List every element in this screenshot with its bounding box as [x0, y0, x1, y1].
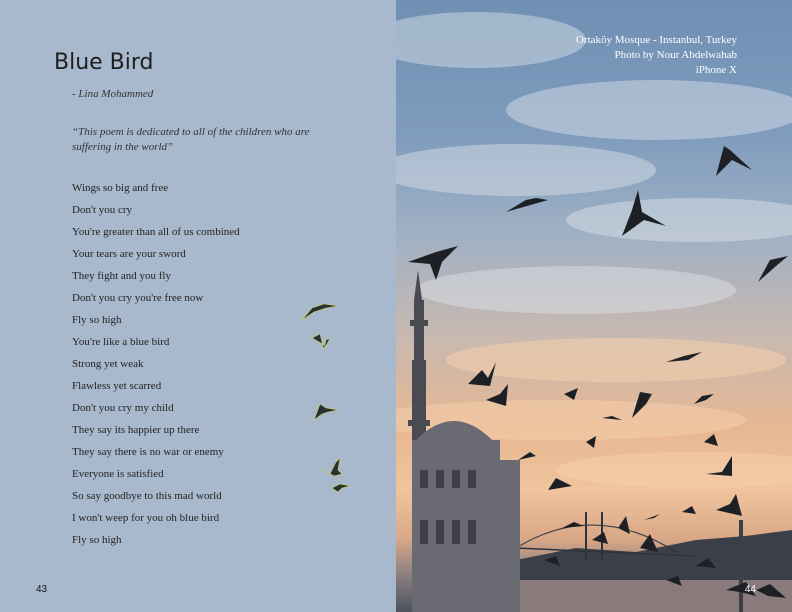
poem-line: Fly so high — [72, 534, 122, 546]
bird-icon — [640, 534, 658, 552]
poem-line: Flawless yet scarred — [72, 380, 162, 392]
bird-icon — [618, 516, 630, 534]
poem-line: Everyone is satisfied — [72, 468, 164, 480]
poem-line: They say its happier up there — [72, 424, 200, 436]
bird-icon — [408, 246, 458, 280]
bird-icon — [564, 388, 578, 400]
bird-icon — [592, 532, 608, 544]
poem-line: Fly so high — [72, 314, 122, 326]
bird-icon — [332, 484, 350, 492]
bird-icon — [602, 416, 622, 420]
poem-line: I won't weep for you oh blue bird — [72, 512, 220, 524]
photo-credit — [576, 33, 737, 78]
poem-line: Strong yet weak — [72, 358, 144, 370]
bird-icon — [312, 334, 330, 350]
poem-line: They fight and you fly — [72, 270, 171, 282]
bird-icon — [622, 190, 666, 236]
photo-device: iPhone X — [695, 64, 737, 76]
bird-icon — [644, 514, 660, 520]
poem-line: You're greater than all of us combined — [72, 226, 240, 238]
poem-line: Your tears are your sword — [72, 248, 186, 260]
poem-author: - Lina Mohammed — [72, 88, 154, 100]
poem-line: You're like a blue bird — [72, 336, 170, 348]
poem-line: Don't you cry you're free now — [72, 292, 204, 304]
bird-icon — [586, 436, 596, 448]
poem-line: So say goodbye to this mad world — [72, 490, 222, 502]
mosque-silhouette — [396, 0, 792, 612]
bird-icon — [706, 456, 732, 476]
bird-icon — [320, 458, 342, 476]
bird-icon — [486, 384, 508, 406]
page-number-right: 44 — [744, 584, 756, 595]
poem-line: Wings so big and free — [72, 182, 169, 194]
bird-icon — [548, 478, 572, 490]
bird-icon — [758, 256, 788, 282]
poem-line: Don't you cry my child — [72, 402, 174, 414]
bird-icon — [682, 506, 696, 514]
bird-icon — [302, 304, 338, 320]
bird-icon — [666, 352, 702, 362]
photo-photographer: Photo by Nour Abdelwahab — [614, 49, 737, 61]
poem-title: Blue Bird — [54, 50, 154, 75]
poem-line: Don't you cry — [72, 204, 133, 216]
page-number-left: 43 — [36, 584, 48, 595]
bird-icon — [632, 392, 652, 418]
bird-icon — [314, 404, 338, 420]
photo-location: Ortaköy Mosque - Instanbul, Turkey — [575, 34, 737, 46]
right-page-photo — [396, 0, 792, 612]
bird-icon — [518, 452, 536, 460]
bird-icon — [506, 198, 548, 212]
bird-icon — [694, 394, 714, 404]
bird-icon — [562, 522, 584, 528]
bird-icon — [716, 494, 742, 516]
bird-icon — [716, 146, 752, 176]
poem-dedication: “This poem is dedicated to all of the children who are suffering in the world” — [72, 126, 310, 153]
poem-body — [72, 177, 240, 551]
small-birds-illustration — [290, 290, 360, 500]
bird-icon — [468, 362, 496, 386]
poem-line: They say there is no war or enemy — [72, 446, 224, 458]
bird-icon — [704, 434, 718, 446]
